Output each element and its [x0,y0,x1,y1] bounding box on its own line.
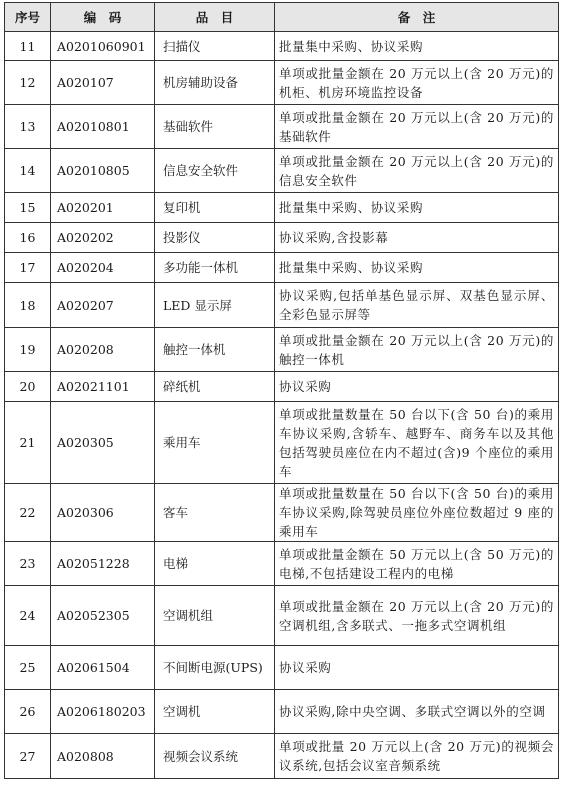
row-note: 单项或批量金额在 20 万元以上(含 20 万元)的触控一体机 [275,328,559,372]
row-code: A020207 [51,283,155,328]
row-note: 单项或批量金额在 20 万元以上(含 20 万元)的机柜、机房环境监控设备 [275,61,559,105]
row-item: 投影仪 [155,223,275,253]
row-number: 20 [5,372,51,402]
table-row [5,32,559,61]
row-item: 触控一体机 [155,328,275,372]
table-row [5,734,559,779]
table-row [5,690,559,734]
row-number: 18 [5,283,51,328]
row-number: 19 [5,328,51,372]
table-row [5,484,559,542]
row-code: A020202 [51,223,155,253]
row-number: 15 [5,193,51,223]
row-code: A020306 [51,484,155,542]
row-note: 单项或批量金额在 20 万元以上(含 20 万元)的空调机组,含多联式、一拖多式空调机组 [275,586,559,646]
table-row [5,283,559,328]
table-row [5,542,559,586]
row-code: A020204 [51,253,155,283]
row-code: A02010805 [51,149,155,193]
row-code: A020208 [51,328,155,372]
row-note: 协议采购,除中央空调、多联式空调以外的空调 [275,690,559,734]
row-item: 信息安全软件 [155,149,275,193]
header-code: 编 码 [51,3,155,32]
row-item: 乘用车 [155,402,275,484]
row-number: 11 [5,32,51,61]
row-note: 协议采购,包括单基色显示屏、双基色显示屏、全彩色显示屏等 [275,283,559,328]
row-code: A020808 [51,734,155,779]
row-code: A020305 [51,402,155,484]
table-row [5,586,559,646]
row-note: 批量集中采购、协议采购 [275,32,559,61]
row-code: A0201060901 [51,32,155,61]
table-header-row [5,3,559,32]
header-note: 备 注 [275,3,559,32]
row-number: 27 [5,734,51,779]
table-row [5,646,559,690]
row-number: 17 [5,253,51,283]
header-item: 品 目 [155,3,275,32]
row-number: 16 [5,223,51,253]
row-item: 多功能一体机 [155,253,275,283]
row-code: A02052305 [51,586,155,646]
row-item: 机房辅助设备 [155,61,275,105]
row-code: A020107 [51,61,155,105]
row-number: 22 [5,484,51,542]
row-code: A02021101 [51,372,155,402]
row-item: 电梯 [155,542,275,586]
row-item: 不间断电源(UPS) [155,646,275,690]
row-code: A02061504 [51,646,155,690]
row-code: A020201 [51,193,155,223]
row-note: 批量集中采购、协议采购 [275,193,559,223]
row-item: 扫描仪 [155,32,275,61]
row-note: 单项或批量数量在 50 台以下(含 50 台)的乘用车协议采购,除驾驶员座位外座位数超过 9 座的乘用车 [275,484,559,542]
row-number: 12 [5,61,51,105]
row-item: 复印机 [155,193,275,223]
row-note: 协议采购 [275,646,559,690]
row-item: 客车 [155,484,275,542]
row-number: 25 [5,646,51,690]
row-number: 13 [5,105,51,149]
row-note: 批量集中采购、协议采购 [275,253,559,283]
table-body [5,32,559,779]
header-no: 序号 [5,3,51,32]
table-row [5,149,559,193]
row-item: 基础软件 [155,105,275,149]
row-item: 空调机组 [155,586,275,646]
row-number: 21 [5,402,51,484]
row-code: A02010801 [51,105,155,149]
row-number: 26 [5,690,51,734]
row-note: 单项或批量数量在 50 台以下(含 50 台)的乘用车协议采购,含轿车、越野车、商务车以及其他包括驾驶员座位在内不超过(含)9 个座位的乘用车 [275,402,559,484]
row-item: 视频会议系统 [155,734,275,779]
row-item: 空调机 [155,690,275,734]
procurement-catalog-table [4,2,559,779]
table-row [5,402,559,484]
table-row [5,193,559,223]
row-number: 14 [5,149,51,193]
row-note: 单项或批量 20 万元以上(含 20 万元)的视频会议系统,包括会议室音频系统 [275,734,559,779]
table-row [5,61,559,105]
row-number: 24 [5,586,51,646]
row-item: 碎纸机 [155,372,275,402]
row-note: 协议采购 [275,372,559,402]
table-row [5,372,559,402]
row-note: 单项或批量金额在 50 万元以上(含 50 万元)的电梯,不包括建设工程内的电梯 [275,542,559,586]
row-item: LED 显示屏 [155,283,275,328]
table-row [5,328,559,372]
table-row [5,253,559,283]
table-row [5,223,559,253]
row-code: A02051228 [51,542,155,586]
row-note: 协议采购,含投影幕 [275,223,559,253]
row-code: A0206180203 [51,690,155,734]
row-number: 23 [5,542,51,586]
row-note: 单项或批量金额在 20 万元以上(含 20 万元)的信息安全软件 [275,149,559,193]
table-row [5,105,559,149]
row-note: 单项或批量金额在 20 万元以上(含 20 万元)的基础软件 [275,105,559,149]
